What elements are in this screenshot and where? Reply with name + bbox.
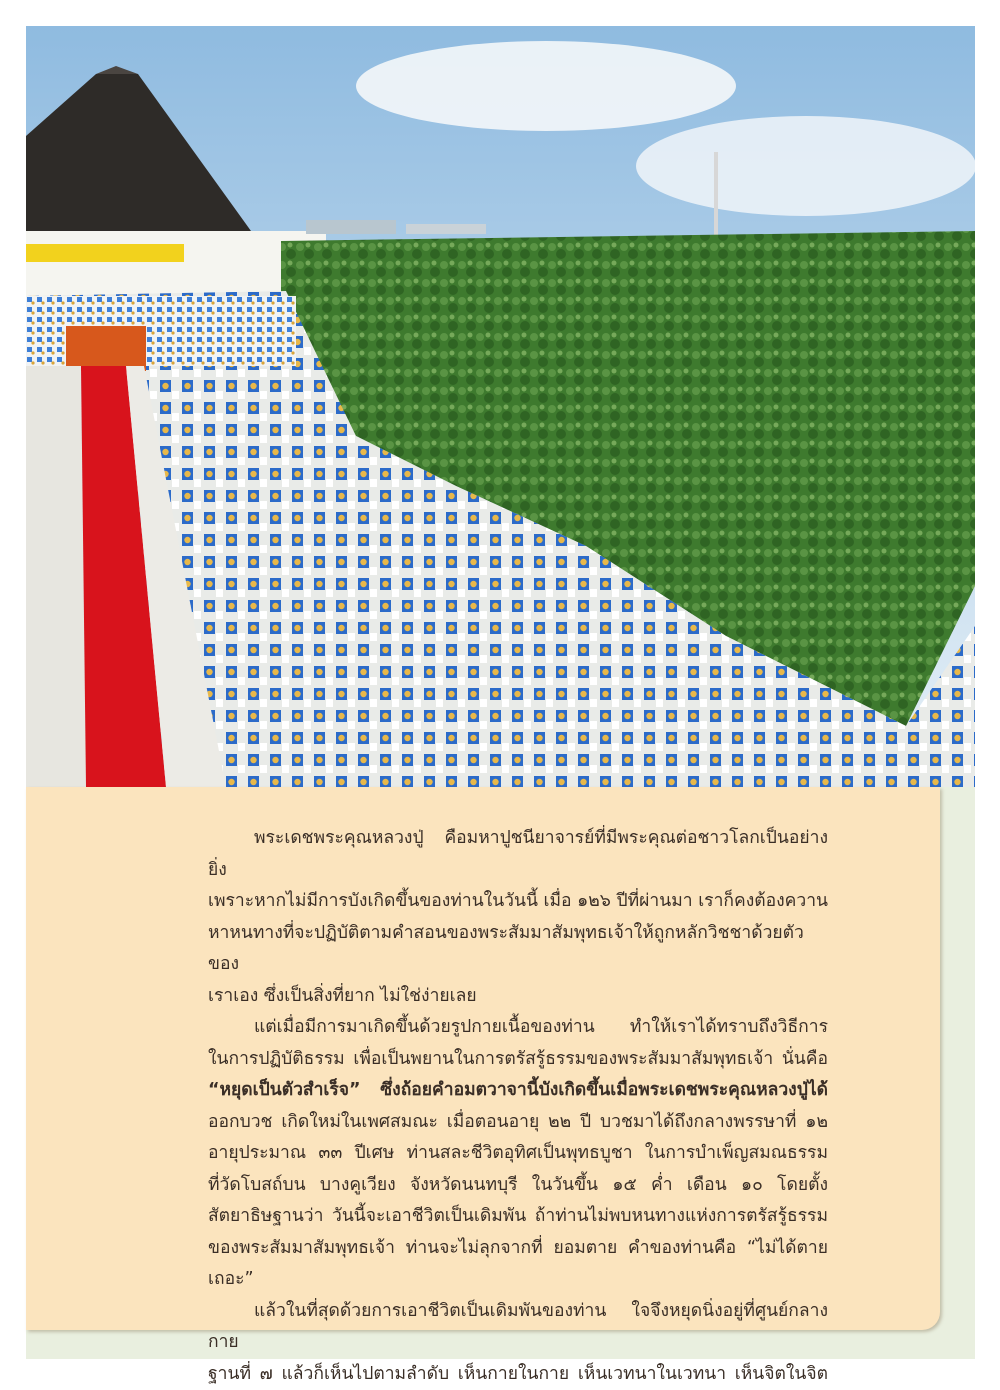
text-line: หาหนทางที่จะปฏิบัติตามคำสอนของพระสัมมาสัมพุทธเจ้าให้ถูกหลักวิชชาด้วยตัวของ <box>208 918 828 981</box>
text-line: สัตยาธิษฐานว่า วันนี้จะเอาชีวิตเป็นเดิมพัน ถ้าท่านไม่พบหนทางแห่งการตรัสรู้ธรรม <box>208 1201 828 1233</box>
paragraph-1 <box>208 823 828 886</box>
text-line: แล้วในที่สุดด้วยการเอาชีวิตเป็นเดิมพันของท่าน ใจจึงหยุดนิ่งอยู่ที่ศูนย์กลางกาย <box>208 1296 828 1359</box>
text-line: เราเอง ซึ่งเป็นสิ่งที่ยาก ไม่ใช่ง่ายเลย <box>208 981 828 1013</box>
text-line: ที่วัดโบสถ์บน บางคูเวียง จังหวัดนนทบุรี ในวันขึ้น ๑๕ ค่ำ เดือน ๑๐ โดยตั้ง <box>208 1170 828 1202</box>
text-line: พระเดชพระคุณหลวงปู่ คือมหาปูชนียาจารย์ที่มีพระคุณต่อชาวโลกเป็นอย่างยิ่ง <box>208 823 828 886</box>
text-line: เพราะหากไม่มีการบังเกิดขึ้นของท่านในวันนี้ เมื่อ ๑๒๖ ปีที่ผ่านมา เราก็คงต้องควาน <box>208 886 828 918</box>
text-line: อายุประมาณ ๓๓ ปีเศษ ท่านสละชีวิตอุทิศเป็นพุทธบูชา ในการบำเพ็ญสมณธรรม <box>208 1138 828 1170</box>
text-line-emphasis: “หยุดเป็นตัวสำเร็จ” ซึ่งถ้อยคำอมตวาจานี้บังเกิดขึ้นเมื่อพระเดชพระคุณหลวงปู่ได้ <box>208 1075 828 1107</box>
text-line: ของพระสัมมาสัมพุทธเจ้า ท่านจะไม่ลุกจากที่ ยอมตาย คำของท่านคือ “ไม่ได้ตายเถอะ” <box>208 1233 828 1296</box>
paragraph-2 <box>208 1012 828 1044</box>
paragraph-3 <box>208 1296 828 1359</box>
text-panel <box>26 787 940 1330</box>
text-line: ฐานที่ ๗ แล้วก็เห็นไปตามลำดับ เห็นกายในกาย เห็นเวทนาในเวทนา เห็นจิตในจิต <box>208 1359 828 1390</box>
article-body <box>208 823 828 1390</box>
ceremony-photo <box>26 26 975 787</box>
text-line: ออกบวช เกิดใหม่ในเพศสมณะ เมื่อตอนอายุ ๒๒ ปี บวชมาได้ถึงกลางพรรษาที่ ๑๒ <box>208 1107 828 1139</box>
text-line: แต่เมื่อมีการมาเกิดขึ้นด้วยรูปกายเนื้อของท่าน ทำให้เราได้ทราบถึงวิธีการ <box>208 1012 828 1044</box>
text-line: ในการปฏิบัติธรรม เพื่อเป็นพยานในการตรัสรู้ธรรมของพระสัมมาสัมพุทธเจ้า นั่นคือ <box>208 1044 828 1076</box>
